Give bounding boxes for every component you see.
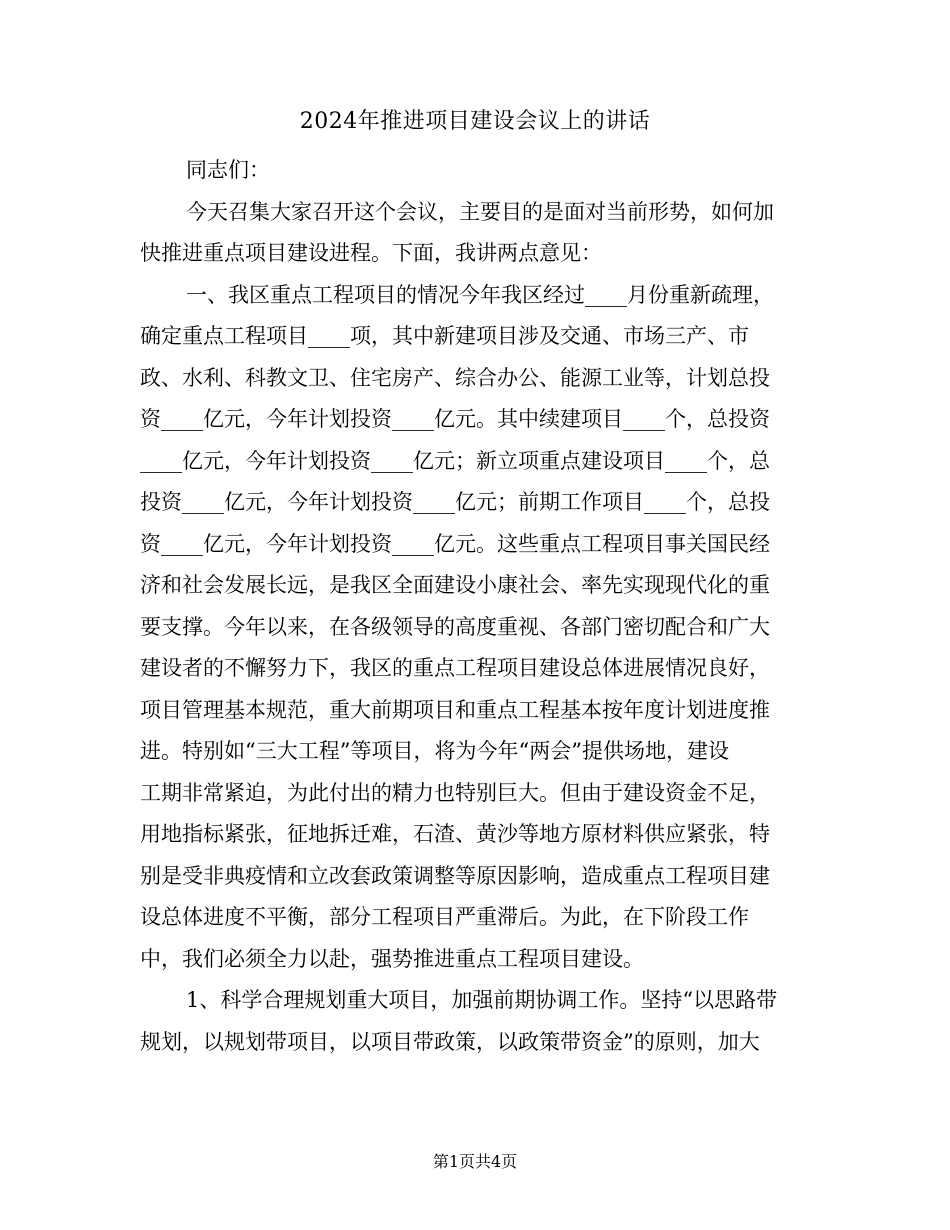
salutation-line: 同志们： xyxy=(186,158,270,182)
paragraph-line: ____亿元，今年计划投资____亿元；新立项重点建设项目____个，总 xyxy=(140,448,770,473)
document-body xyxy=(140,150,812,1063)
paragraph-line: 中，我们必须全力以赴，强势推进重点工程项目建设。 xyxy=(140,946,644,971)
paragraph-line: 规划，以规划带项目，以项目带政策，以政策带资金”的原则，加大 xyxy=(140,1029,760,1054)
paragraph-line: 建设者的不懈努力下，我区的重点工程项目建设总体进展情况良好， xyxy=(140,656,770,680)
paragraph-line: 快推进重点项目建设进程。下面，我讲两点意见： xyxy=(140,241,602,265)
page-footer: 第1页共4页 xyxy=(432,1152,518,1171)
paragraph-line: 用地指标紧张，征地拆迁难，石渣、黄沙等地方原材料供应紧张，特 xyxy=(140,822,770,846)
paragraph-line: 政、水利、科教文卫、住宅房产、综合办公、能源工业等，计划总投 xyxy=(140,365,770,390)
paragraph-line: 要支撑。今年以来，在各级领导的高度重视、各部门密切配合和广大 xyxy=(140,614,770,639)
paragraph-line: 1、科学合理规划重大项目，加强前期协调工作。坚持“以思路带 xyxy=(186,988,778,1012)
paragraph-line: 济和社会发展长远，是我区全面建设小康社会、率先实现现代化的重 xyxy=(140,573,770,597)
paragraph-line: 一、我区重点工程项目的情况今年我区经过____月份重新疏理， xyxy=(186,282,774,307)
paragraph-line: 别是受非典疫情和立改套政策调整等原因影响，造成重点工程项目建 xyxy=(140,863,770,888)
paragraph-line: 资____亿元，今年计划投资____亿元。这些重点工程项目事关国民经 xyxy=(140,531,770,556)
paragraph-line: 进。特别如“三大工程”等项目，将为今年“两会”提供场地，建设 xyxy=(140,739,729,763)
paragraph-line: 工期非常紧迫，为此付出的精力也特别巨大。但由于建设资金不足， xyxy=(140,780,770,805)
paragraph-line: 设总体进度不平衡，部分工程项目严重滞后。为此，在下阶段工作 xyxy=(140,905,749,929)
paragraph-line: 项目管理基本规范，重大前期项目和重点工程基本按年度计划进度推 xyxy=(140,697,770,722)
paragraph-line: 资____亿元，今年计划投资____亿元。其中续建项目____个，总投资 xyxy=(140,407,770,431)
paragraph-line: 确定重点工程项目____项，其中新建项目涉及交通、市场三产、市 xyxy=(140,324,749,348)
paragraph-line: 今天召集大家召开这个会议，主要目的是面对当前形势，如何加 xyxy=(186,199,774,224)
document-title: 2024年推进项目建设会议上的讲话 xyxy=(299,109,651,134)
paragraph-line: 投资____亿元，今年计划投资____亿元；前期工作项目____个，总投 xyxy=(140,490,770,514)
